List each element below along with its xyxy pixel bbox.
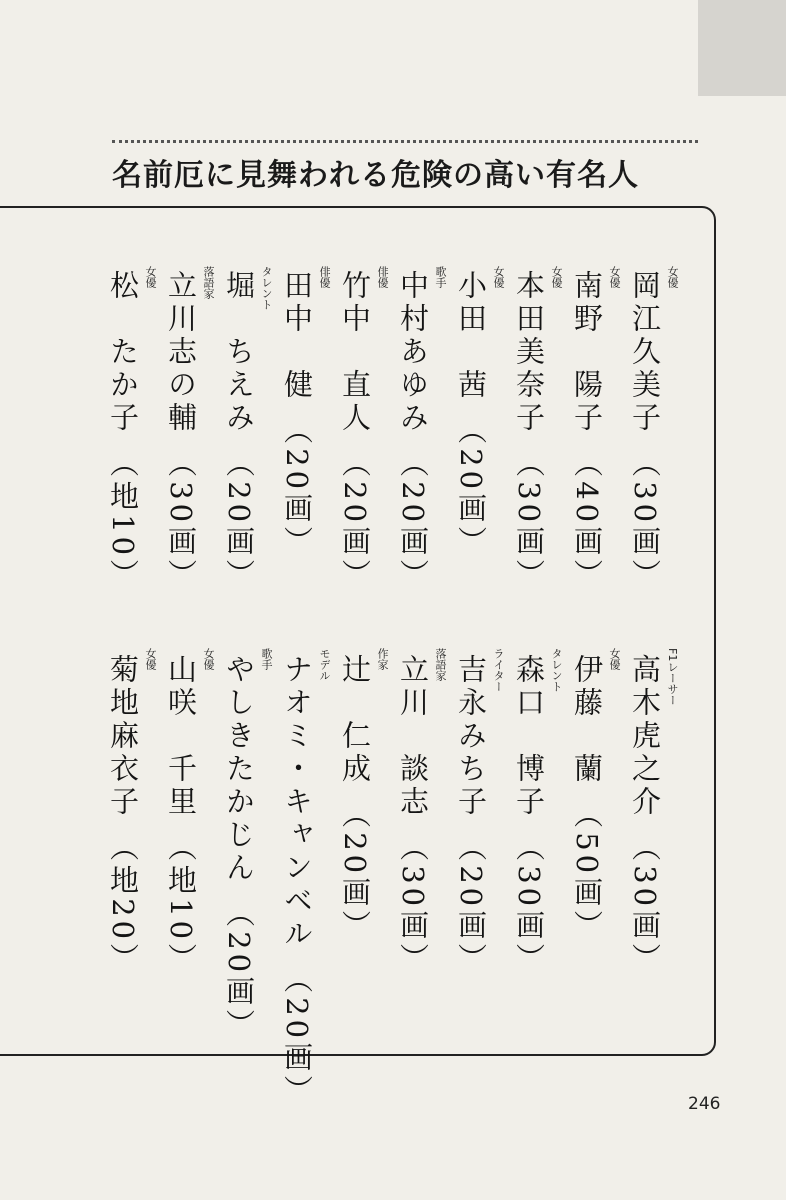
occupation-label: タレント	[550, 648, 563, 692]
celebrity-name: 山咲 千里 （地10）	[164, 654, 198, 977]
dotted-rule	[112, 140, 698, 143]
celebrity-name: 立川 談志 （30画）	[396, 654, 430, 977]
celebrity-name: 岡江久美子 （30画）	[628, 270, 662, 593]
occupation-label: F1レーサー	[666, 648, 679, 706]
occupation-label: 歌手	[260, 648, 273, 670]
occupation-label: 女優	[608, 266, 621, 288]
occupation-label: 俳優	[318, 266, 331, 288]
celebrity-name: 松 たか子 （地10）	[106, 270, 140, 593]
celebrity-name: 田中 健 （20画）	[280, 270, 314, 560]
occupation-label: モデル	[318, 648, 331, 681]
celebrity-name: 堀 ちえみ （20画）	[222, 270, 256, 593]
celebrity-name: ナオミ・キャンベル （20画）	[280, 654, 314, 1109]
page-title: 名前厄に見舞われる危険の高い有名人	[112, 158, 639, 193]
celebrity-name: やしきたかじん （20画）	[222, 654, 256, 1043]
celebrity-name: 森口 博子 （30画）	[512, 654, 546, 977]
occupation-label: 落語家	[202, 266, 215, 299]
celebrity-name: 高木虎之介 （30画）	[628, 654, 662, 977]
occupation-label: 女優	[666, 266, 679, 288]
occupation-label: 女優	[202, 648, 215, 670]
celebrity-name: 竹中 直人 （20画）	[338, 270, 372, 593]
celebrity-name: 辻 仁成 （20画）	[338, 654, 372, 944]
celebrity-name: 中村あゆみ （20画）	[396, 270, 430, 593]
celebrity-name: 南野 陽子 （40画）	[570, 270, 604, 593]
page-number: 246	[688, 1094, 721, 1114]
occupation-label: タレント	[260, 266, 273, 310]
chapter-tab	[698, 0, 786, 96]
occupation-label: 女優	[492, 266, 505, 288]
occupation-label: 女優	[608, 648, 621, 670]
celebrity-name: 伊藤 蘭 （50画）	[570, 654, 604, 944]
occupation-label: 女優	[144, 648, 157, 670]
celebrity-name: 本田美奈子 （30画）	[512, 270, 546, 593]
occupation-label: ライター	[492, 648, 505, 692]
occupation-label: 歌手	[434, 266, 447, 288]
celebrity-name: 小田 茜 （20画）	[454, 270, 488, 560]
occupation-label: 女優	[550, 266, 563, 288]
occupation-label: 作家	[376, 648, 389, 670]
celebrity-name: 吉永みち子 （20画）	[454, 654, 488, 977]
celebrity-name: 立川志の輔 （30画）	[164, 270, 198, 593]
occupation-label: 俳優	[376, 266, 389, 288]
occupation-label: 落語家	[434, 648, 447, 681]
occupation-label: 女優	[144, 266, 157, 288]
celebrity-name: 菊地麻衣子 （地20）	[106, 654, 140, 977]
